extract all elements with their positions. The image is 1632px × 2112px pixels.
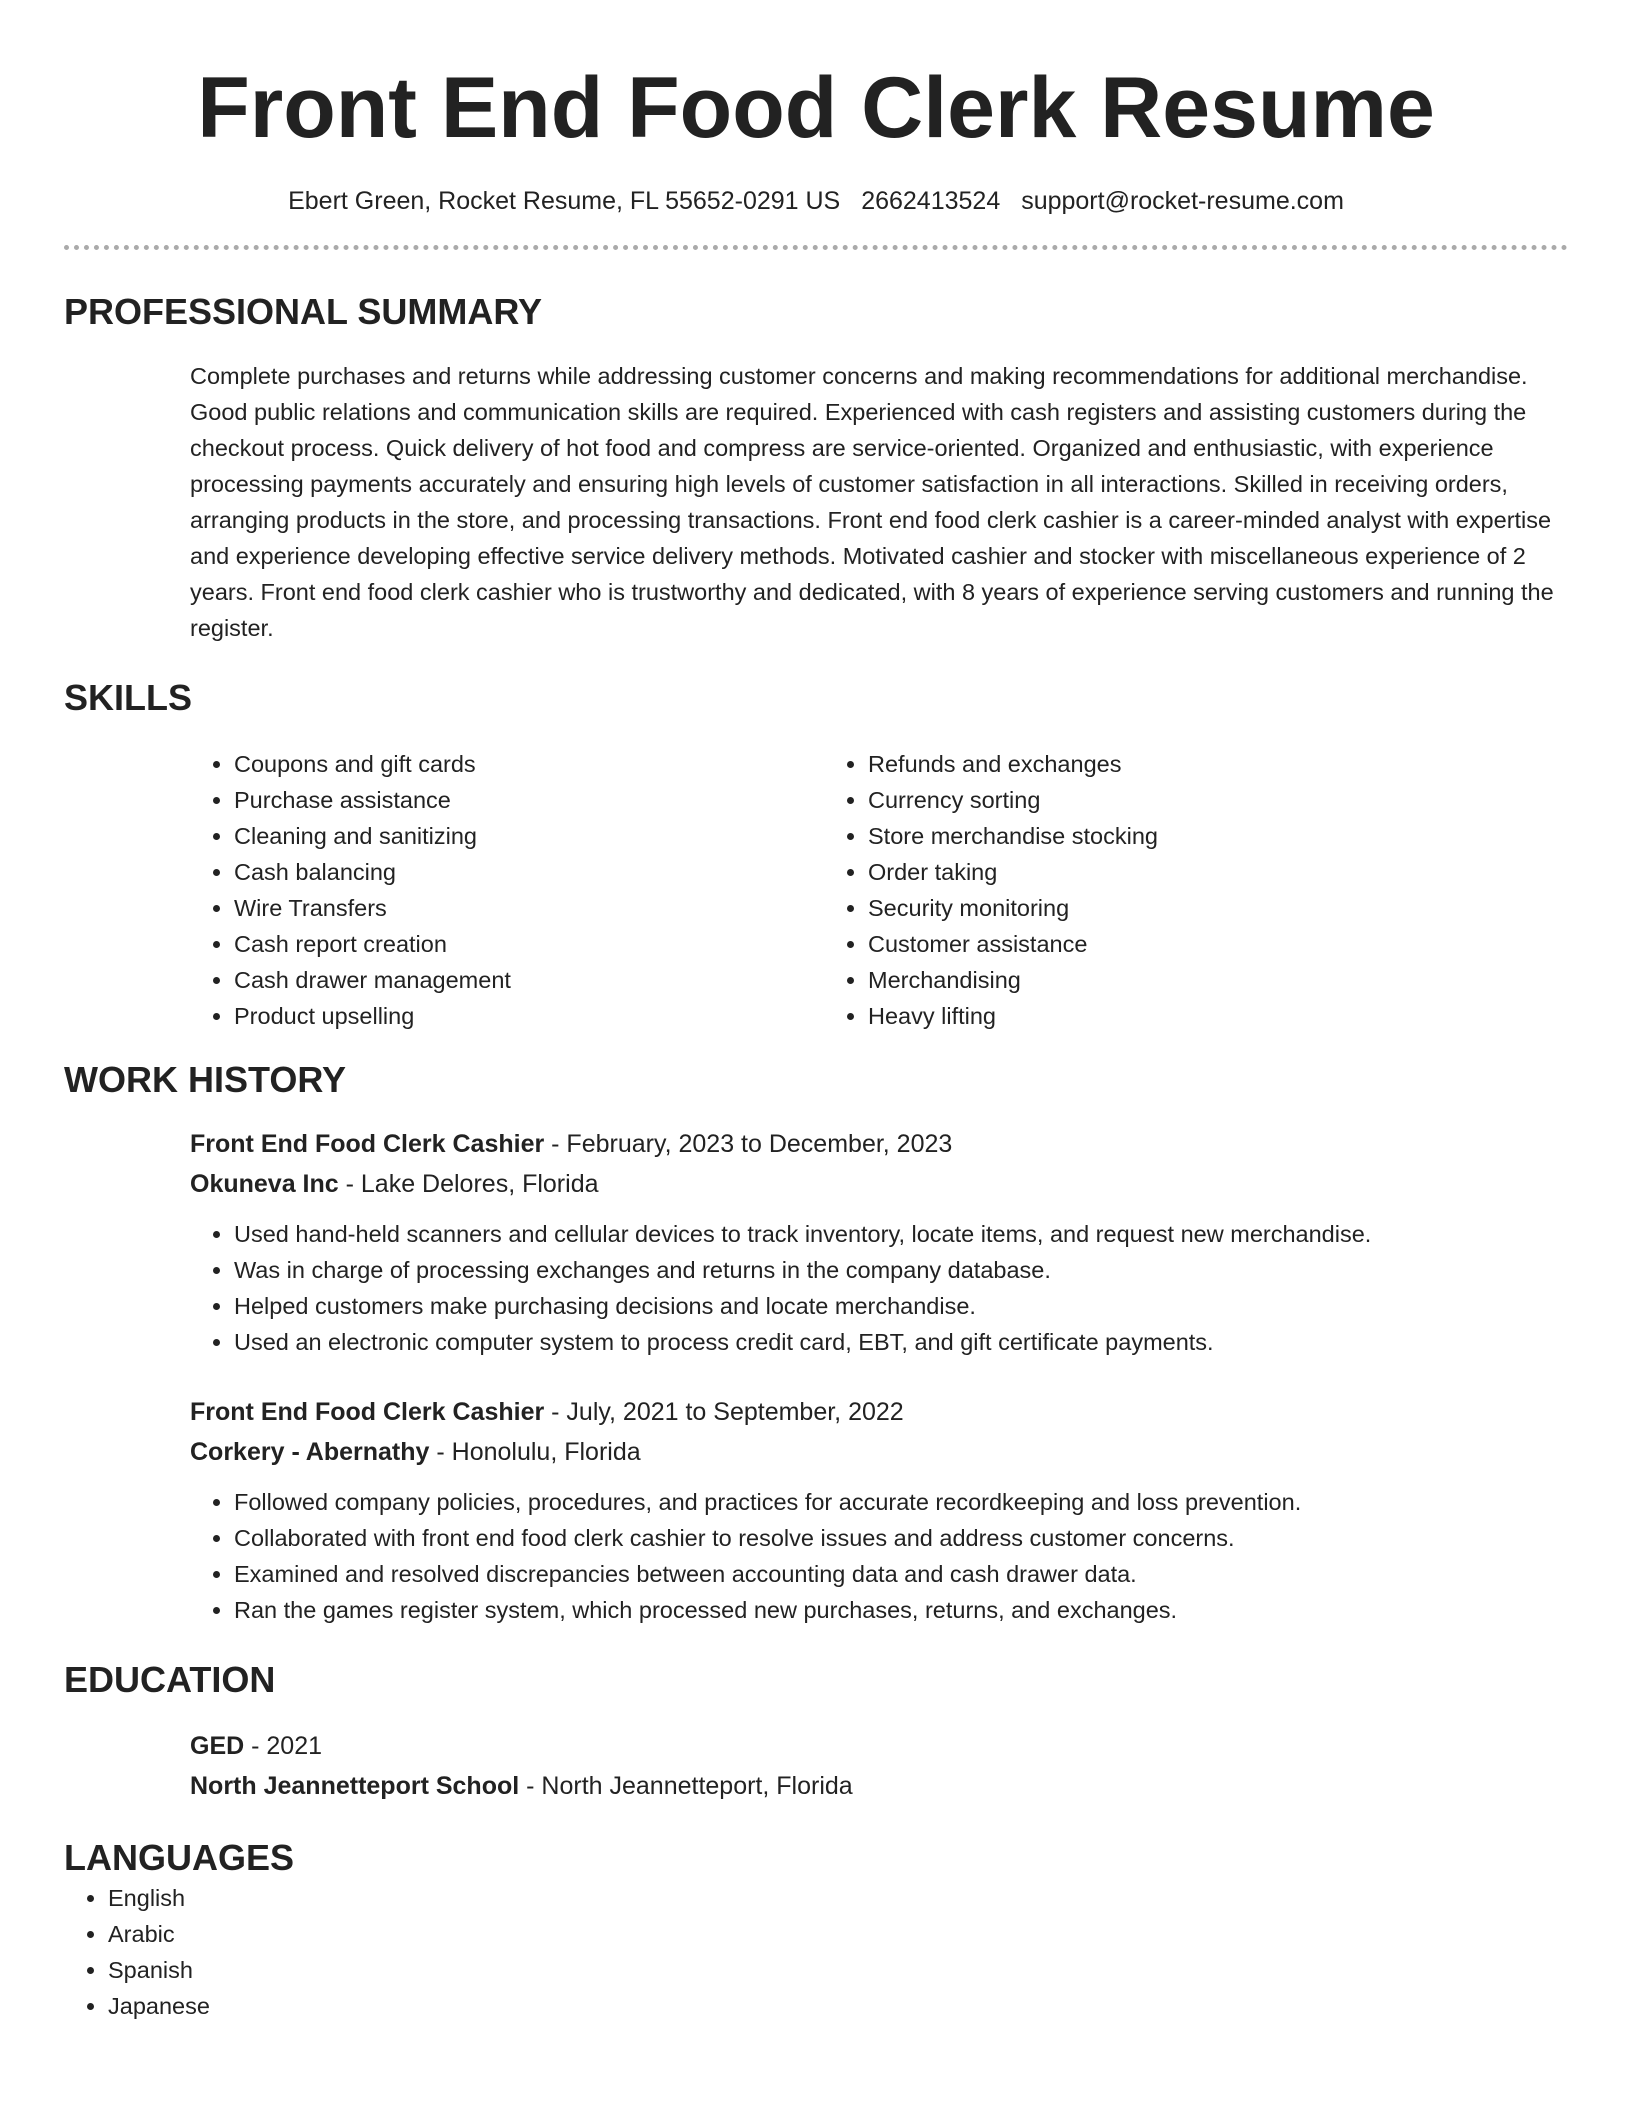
languages-list (64, 1880, 1568, 2024)
skills-heading: SKILLS (64, 677, 193, 718)
resume-title: Front End Food Clerk Resume (197, 60, 1435, 156)
job-duties (190, 1484, 1568, 1628)
education-entry (190, 1726, 1568, 1806)
job-location: - Honolulu, Florida (429, 1438, 641, 1466)
header-divider (64, 245, 1568, 250)
contact-info (64, 184, 1568, 218)
education-location: - North Jeannetteport, Florida (519, 1772, 853, 1800)
education-year: - 2021 (244, 1732, 323, 1760)
contact-address: Ebert Green, Rocket Resume, FL 55652-0291 US (288, 187, 841, 215)
education-school: North Jeannetteport School (190, 1772, 520, 1800)
job-title: Front End Food Clerk Cashier (190, 1398, 545, 1426)
skill-item: • Cash balancing (234, 854, 824, 890)
job-title: Front End Food Clerk Cashier (190, 1130, 545, 1158)
education-heading: EDUCATION (64, 1659, 276, 1700)
skill-item: • Product upselling (234, 998, 824, 1034)
work-history-heading: WORK HISTORY (64, 1059, 347, 1100)
education-section (64, 1658, 1568, 1806)
language-item: • Spanish (108, 1952, 1568, 1988)
summary-section (64, 290, 1568, 646)
skill-item: • Coupons and gift cards (234, 746, 824, 782)
skill-item: • Purchase assistance (234, 782, 824, 818)
summary-heading: PROFESSIONAL SUMMARY (64, 291, 543, 332)
job-title-line (190, 1124, 1568, 1164)
contact-email: support@rocket-resume.com (1021, 187, 1344, 215)
skill-item: • Security monitoring (868, 890, 1458, 926)
skill-item: • Wire Transfers (234, 890, 824, 926)
skills-list-right (824, 746, 1458, 1034)
job-duty: • Followed company policies, procedures, and practices for accurate recordkeeping and loss prevention. (234, 1484, 1568, 1520)
job-company: Okuneva Inc (190, 1170, 339, 1198)
skill-item: • Order taking (868, 854, 1458, 890)
skill-item: • Heavy lifting (868, 998, 1458, 1034)
languages-section (64, 1836, 1568, 2024)
job-dates: - February, 2023 to December, 2023 (544, 1130, 953, 1158)
job-entry (190, 1392, 1568, 1628)
skill-item: • Merchandising (868, 962, 1458, 998)
skills-section (64, 676, 1568, 1034)
job-company-line (190, 1164, 1568, 1204)
language-item: • Japanese (108, 1988, 1568, 2024)
job-title-line (190, 1392, 1568, 1432)
job-duty: • Helped customers make purchasing decisions and locate merchandise. (234, 1288, 1568, 1324)
education-school-line (190, 1766, 1568, 1806)
resume-page (64, 0, 1568, 2024)
job-entry (190, 1124, 1568, 1360)
skill-item: • Cash report creation (234, 926, 824, 962)
languages-heading: LANGUAGES (64, 1837, 295, 1878)
skills-list-left (190, 746, 824, 1034)
job-duty: • Was in charge of processing exchanges and returns in the company database. (234, 1252, 1568, 1288)
language-item: • Arabic (108, 1916, 1568, 1952)
education-degree-line (190, 1726, 1568, 1766)
job-company-line (190, 1432, 1568, 1472)
job-location: - Lake Delores, Florida (338, 1170, 599, 1198)
job-duty: • Used hand-held scanners and cellular devices to track inventory, locate items, and request new merchandise. (234, 1216, 1568, 1252)
job-duty: • Collaborated with front end food clerk cashier to resolve issues and address customer concerns. (234, 1520, 1568, 1556)
summary-text: Complete purchases and returns while addressing customer concerns and making recommendations for additional merchandise. Good public relations and communication skills are required. Experienced with cash registers and assisting customers during the checkout process. Quick delivery of hot food and compress are service-oriented. Organized and enthusiastic, with experience processing payments accurately and ensuring high levels of customer satisfaction in all interactions. Skilled in receiving orders, arranging products in the store, and processing transactions. Front end food clerk cashier is a career-minded analyst with expertise and experience developing effective service delivery methods. Motivated cashier and stocker with miscellaneous experience of 2 years. Front end food clerk cashier who is trustworthy and dedicated, with 8 years of experience serving customers and running the register. (190, 363, 1554, 641)
skill-item: • Store merchandise stocking (868, 818, 1458, 854)
job-duty: • Used an electronic computer system to process credit card, EBT, and gift certificate payments. (234, 1324, 1568, 1360)
skills-columns (190, 746, 1568, 1034)
contact-phone: 2662413524 (861, 187, 1001, 215)
education-degree: GED (190, 1732, 245, 1760)
job-duty: • Ran the games register system, which processed new purchases, returns, and exchanges. (234, 1592, 1568, 1628)
work-history-section (64, 1058, 1568, 1628)
skill-item: • Refunds and exchanges (868, 746, 1458, 782)
skill-item: • Cleaning and sanitizing (234, 818, 824, 854)
language-item: • English (108, 1880, 1568, 1916)
skill-item: • Currency sorting (868, 782, 1458, 818)
job-dates: - July, 2021 to September, 2022 (544, 1398, 904, 1426)
job-duties (190, 1216, 1568, 1360)
job-duty: • Examined and resolved discrepancies between accounting data and cash drawer data. (234, 1556, 1568, 1592)
skill-item: • Customer assistance (868, 926, 1458, 962)
job-company: Corkery - Abernathy (190, 1438, 430, 1466)
skill-item: • Cash drawer management (234, 962, 824, 998)
